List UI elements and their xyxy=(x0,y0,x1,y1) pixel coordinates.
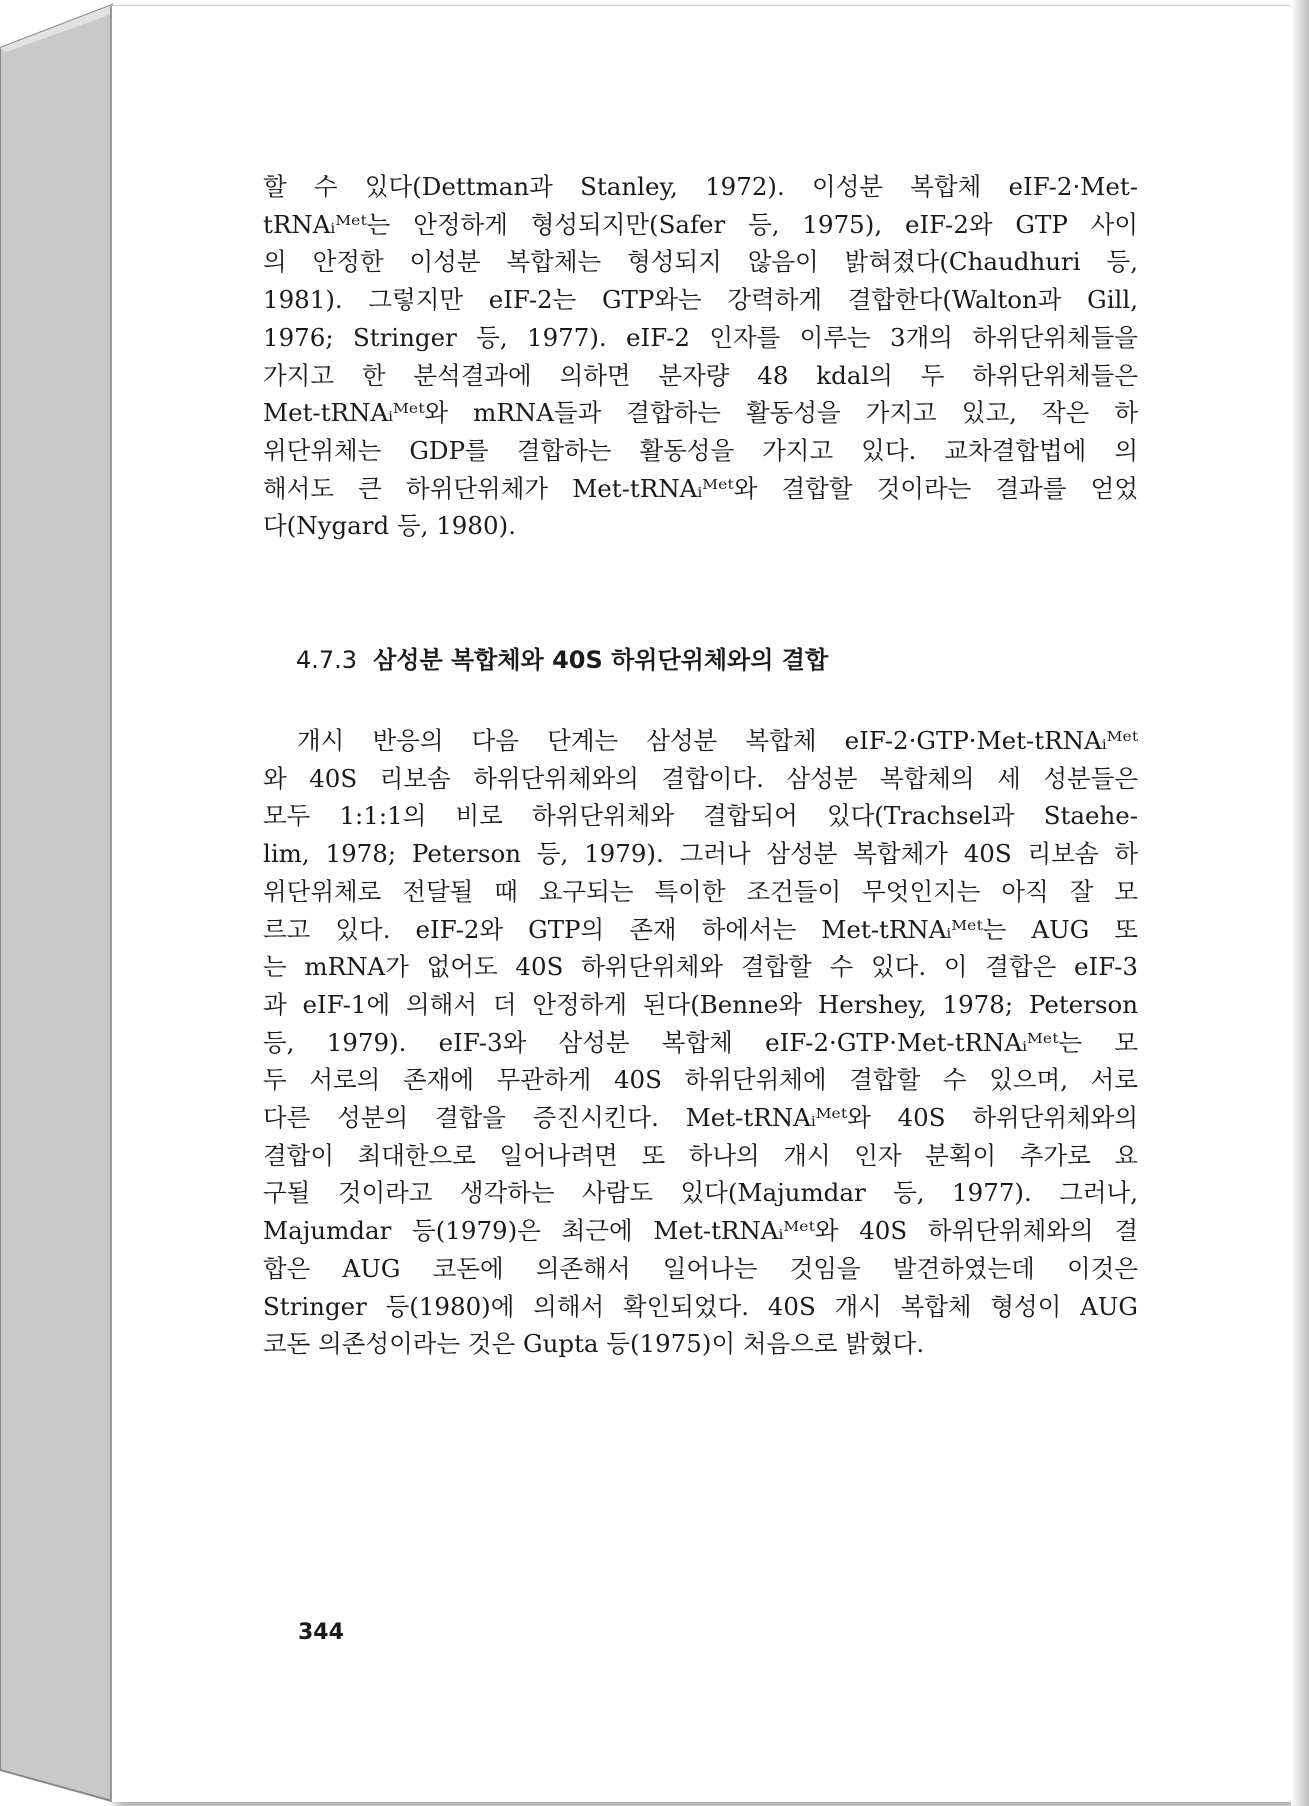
text-line: Majumdar 등(1979)은 최근에 Met-tRNAᵢᴹᵉᵗ와 40S 하위단위체와의 결 xyxy=(263,1216,1138,1246)
section-number: 4.7.3 xyxy=(296,646,358,674)
text-line: 1976; Stringer 등, 1977). eIF-2 인자를 이루는 3개의 하위단위체들을 xyxy=(263,322,1138,352)
text-line: 과 eIF-1에 의해서 더 안정하게 된다(Benne와 Hershey, 1978; Peterson xyxy=(263,989,1138,1019)
text-line: 등, 1979). eIF-3와 삼성분 복합체 eIF-2·GTP·Met-tRNAᵢᴹᵉᵗ는 모 xyxy=(263,1027,1138,1057)
page-number: 344 xyxy=(298,1620,344,1645)
text-line: 다(Nygard 등, 1980). xyxy=(263,511,516,541)
text-line: 가지고 한 분석결과에 의하면 분자량 48 kdal의 두 하위단위체들은 xyxy=(263,360,1138,390)
text-line: 결합이 최대한으로 일어나려면 또 하나의 개시 인자 분획이 추가로 요 xyxy=(263,1140,1138,1170)
paragraph-main xyxy=(263,722,1138,1363)
text-line: 개시 반응의 다음 단계는 삼성분 복합체 eIF-2·GTP·Met-tRNAᵢᴹᵉᵗ xyxy=(297,726,1138,755)
text-line: 할 수 있다(Dettman과 Stanley, 1972). 이성분 복합체 eIF-2·Met- xyxy=(263,172,1138,201)
text-line: 와 40S 리보솜 하위단위체와의 결합이다. 삼성분 복합체의 세 성분들은 xyxy=(263,763,1138,793)
page-edge-shadow xyxy=(1291,0,1309,1806)
text-line: 르고 있다. eIF-2와 GTP의 존재 하에서는 Met-tRNAᵢᴹᵉᵗ는 AUG 또 xyxy=(263,914,1138,944)
text-line: 는 mRNA가 없어도 40S 하위단위체와 결합할 수 있다. 이 결합은 eIF-3 xyxy=(263,952,1138,982)
section-heading xyxy=(296,640,828,675)
text-line: tRNAᵢᴹᵉᵗ는 안정하게 형성되지만(Safer 등, 1975), eIF-2와 GTP 사이 xyxy=(263,209,1138,239)
text-line: 해서도 큰 하위단위체가 Met-tRNAᵢᴹᵉᵗ와 결합할 것이라는 결과를 얻었 xyxy=(263,473,1138,503)
text-line: 1981). 그렇지만 eIF-2는 GTP와는 강력하게 결합한다(Walton과 Gill, xyxy=(263,285,1138,315)
paragraph-continued xyxy=(263,168,1138,545)
text-line: Met-tRNAᵢᴹᵉᵗ와 mRNA들과 결합하는 활동성을 가지고 있고, 작은 하 xyxy=(263,398,1138,428)
text-line: 위단위체는 GDP를 결합하는 활동성을 가지고 있다. 교차결합법에 의 xyxy=(263,435,1138,465)
text-line: 코돈 의존성이라는 것은 Gupta 등(1975)이 처음으로 밝혔다. xyxy=(263,1329,925,1359)
text-line: 합은 AUG 코돈에 의존해서 일어나는 것임을 발견하였는데 이것은 xyxy=(263,1253,1138,1283)
text-line: 두 서로의 존재에 무관하게 40S 하위단위체에 결합할 수 있으며, 서로 xyxy=(263,1065,1138,1095)
section-title: 삼성분 복합체와 40S 하위단위체와의 결합 xyxy=(373,646,829,674)
text-line: 다른 성분의 결합을 증진시킨다. Met-tRNAᵢᴹᵉᵗ와 40S 하위단위체와의 xyxy=(263,1103,1138,1133)
text-line: lim, 1978; Peterson 등, 1979). 그러나 삼성분 복합체가 40S 리보솜 하 xyxy=(263,839,1138,869)
text-line: 모두 1:1:1의 비로 하위단위체와 결합되어 있다(Trachsel과 Staehe- xyxy=(263,801,1138,831)
text-line: 구될 것이라고 생각하는 사람도 있다(Majumdar 등, 1977). 그러나, xyxy=(263,1178,1138,1208)
text-line: 의 안정한 이성분 복합체는 형성되지 않음이 밝혀졌다(Chaudhuri 등, xyxy=(263,247,1138,277)
text-line: 위단위체로 전달될 때 요구되는 특이한 조건들이 무엇인지는 아직 잘 모 xyxy=(263,876,1138,906)
text-line: Stringer 등(1980)에 의해서 확인되었다. 40S 개시 복합체 형성이 AUG xyxy=(263,1291,1138,1321)
